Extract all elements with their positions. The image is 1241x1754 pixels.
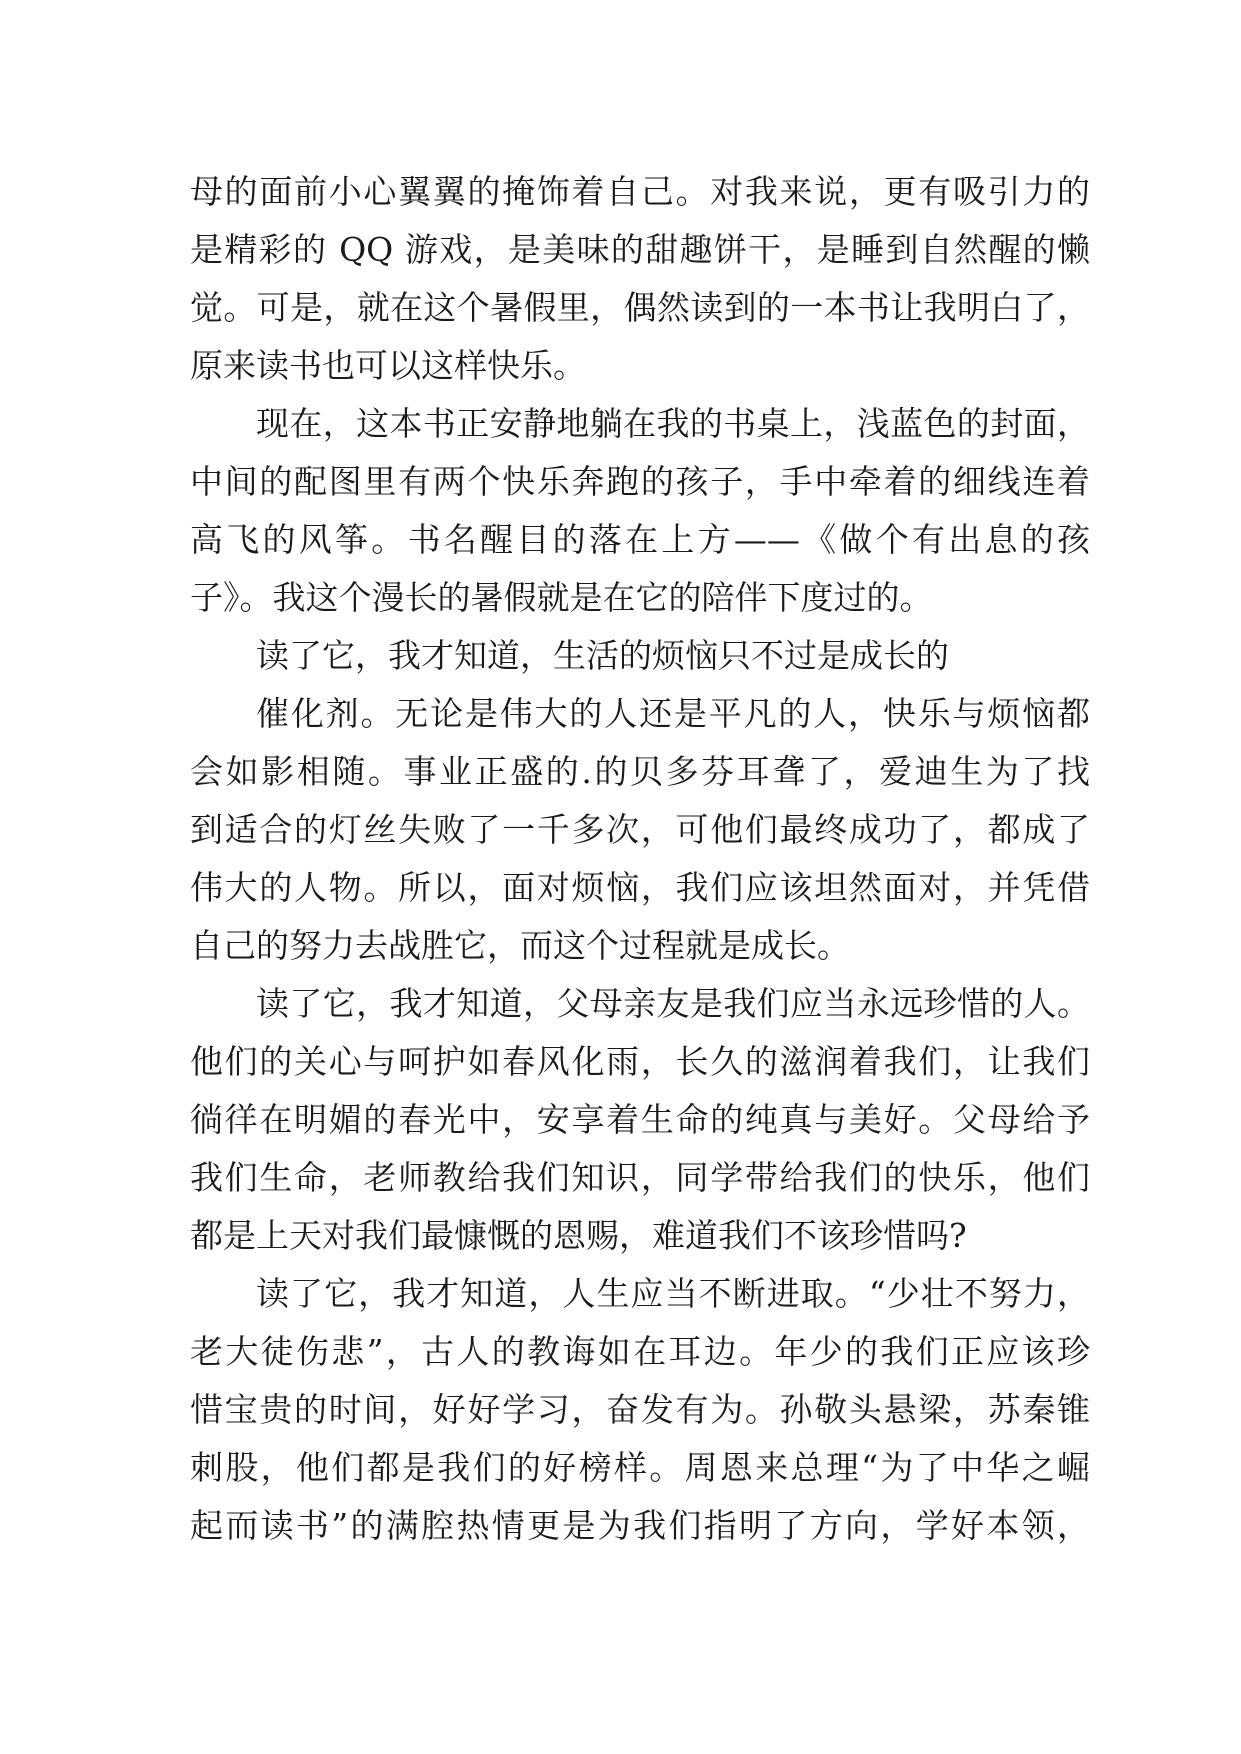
paragraph-first-line: 现在，这本书正安静地躺在我的书桌上，浅蓝色的封面， [256,404,1090,443]
text-line: 徜徉在明媚的春光中，安享着生命的纯真与美好。父母给予 [190,1100,1090,1139]
text-line: 觉。可是，就在这个暑假里，偶然读到的一本书让我明白了， [190,288,1090,327]
text-line: 高飞的风筝。书名醒目的落在上方——《做个有出息的孩 [190,520,1090,559]
text-line: 起而读书”的满腔热情更是为我们指明了方向，学好本领， [190,1506,1090,1545]
text-line: 自己的努力去战胜它，而这个过程就是成长。 [190,926,850,965]
paragraph-first-line: 读了它，我才知道，父母亲友是我们应当永远珍惜的人。 [256,984,1090,1023]
text-line: 会如影相随。事业正盛的.的贝多芬耳聋了，爱迪生为了找 [190,752,1090,791]
text-line: 是精彩的 QQ 游戏，是美味的甜趣饼干，是睡到自然醒的懒 [190,230,1090,269]
text-line: 老大徒伤悲”，古人的教诲如在耳边。年少的我们正应该珍 [190,1332,1090,1371]
text-line: 刺股，他们都是我们的好榜样。周恩来总理“为了中华之崛 [190,1448,1090,1487]
paragraph-first-line: 读了它，我才知道，人生应当不断进取。“少壮不努力， [256,1274,1090,1313]
text-line: 到适合的灯丝失败了一千多次，可他们最终成功了，都成了 [190,810,1090,849]
body-text [190,163,1090,1555]
text-line: 他们的关心与呵护如春风化雨，长久的滋润着我们，让我们 [190,1042,1090,1081]
text-line: 惜宝贵的时间，好好学习，奋发有为。孙敬头悬梁，苏秦锥 [190,1390,1090,1429]
text-line: 原来读书也可以这样快乐。 [190,346,586,385]
text-line: 子》。我这个漫长的暑假就是在它的陪伴下度过的。 [190,578,933,617]
text-line: 中间的配图里有两个快乐奔跑的孩子，手中牵着的细线连着 [190,462,1090,501]
text-line: 母的面前小心翼翼的掩饰着自己。对我来说，更有吸引力的 [190,172,1090,211]
paragraph-first-line: 催化剂。无论是伟大的人还是平凡的人，快乐与烦恼都 [256,694,1090,733]
text-line: 都是上天对我们最慷慨的恩赐，难道我们不该珍惜吗? [190,1216,967,1255]
text-line: 我们生命，老师教给我们知识，同学带给我们的快乐，他们 [190,1158,1090,1197]
paragraph-first-line: 读了它，我才知道，生活的烦恼只不过是成长的 [256,636,949,675]
text-line: 伟大的人物。所以，面对烦恼，我们应该坦然面对，并凭借 [190,868,1090,907]
